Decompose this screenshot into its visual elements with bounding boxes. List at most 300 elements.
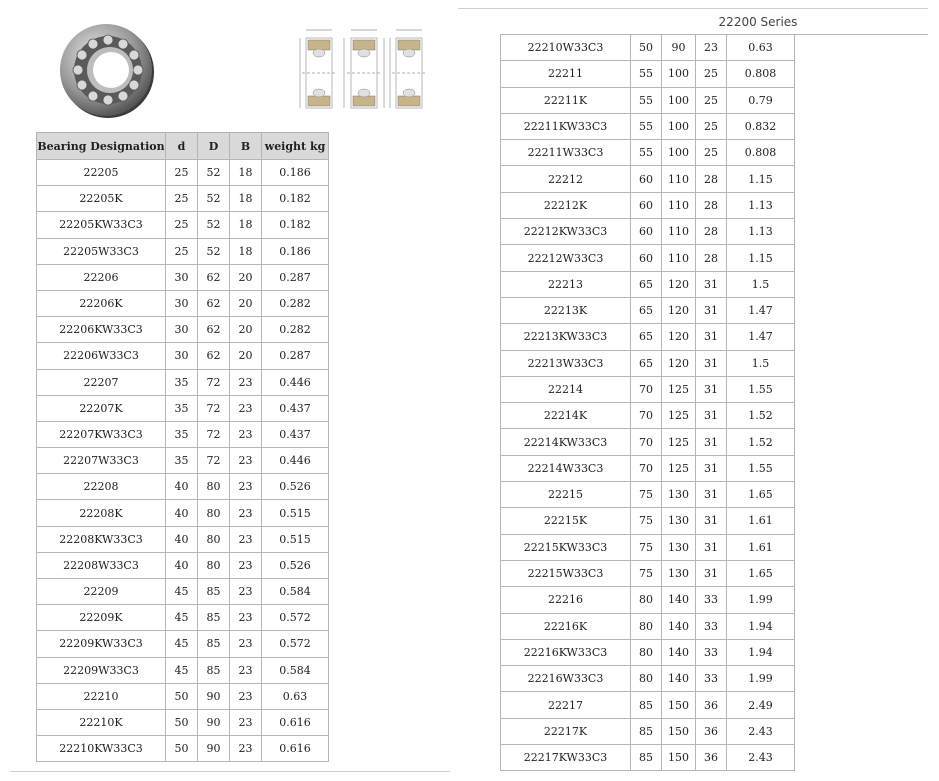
cell-designation: 22212W33C3 — [501, 245, 631, 271]
table-row — [37, 579, 329, 605]
cell-d: 35 — [166, 448, 198, 474]
cell-designation: 22208K — [37, 500, 166, 526]
cell-d: 75 — [631, 482, 662, 508]
cell-d: 55 — [631, 140, 662, 166]
cell-designation: 22208KW33C3 — [37, 526, 166, 552]
cell-weight: 1.52 — [727, 403, 795, 429]
cell-b: 28 — [696, 219, 727, 245]
cell-weight: 0.808 — [727, 61, 795, 87]
cell-outer-d: 52 — [198, 186, 230, 212]
cell-weight: 1.94 — [727, 639, 795, 665]
cell-b: 20 — [230, 290, 262, 316]
table-row — [501, 166, 795, 192]
cell-d: 60 — [631, 245, 662, 271]
cell-b: 31 — [696, 271, 727, 297]
cell-b: 31 — [696, 324, 727, 350]
cell-outer-d: 85 — [198, 605, 230, 631]
cell-b: 31 — [696, 297, 727, 323]
cell-outer-d: 80 — [198, 500, 230, 526]
cell-outer-d: 150 — [662, 745, 696, 771]
cell-b: 33 — [696, 639, 727, 665]
cell-d: 60 — [631, 192, 662, 218]
cell-weight: 0.616 — [262, 709, 329, 735]
cell-outer-d: 52 — [198, 160, 230, 186]
cell-d: 45 — [166, 631, 198, 657]
cell-designation: 22211K — [501, 87, 631, 113]
cell-b: 25 — [696, 61, 727, 87]
cell-designation: 22208W33C3 — [37, 552, 166, 578]
table-row — [37, 552, 329, 578]
cell-outer-d: 150 — [662, 692, 696, 718]
cell-weight: 0.515 — [262, 500, 329, 526]
table-row — [501, 455, 795, 481]
header-d: d — [166, 133, 198, 160]
cell-d: 35 — [166, 421, 198, 447]
cell-b: 31 — [696, 429, 727, 455]
cell-designation: 22216K — [501, 613, 631, 639]
cell-b: 23 — [230, 631, 262, 657]
cell-d: 35 — [166, 369, 198, 395]
cell-d: 30 — [166, 343, 198, 369]
cell-designation: 22209KW33C3 — [37, 631, 166, 657]
cell-d: 60 — [631, 219, 662, 245]
cell-outer-d: 140 — [662, 613, 696, 639]
cell-weight: 1.15 — [727, 166, 795, 192]
cell-d: 50 — [631, 35, 662, 61]
cell-weight: 0.79 — [727, 87, 795, 113]
cell-weight: 0.182 — [262, 186, 329, 212]
table-row — [37, 448, 329, 474]
table-row — [501, 534, 795, 560]
cell-weight: 1.99 — [727, 587, 795, 613]
cell-weight: 2.43 — [727, 745, 795, 771]
header-outer-d: D — [198, 133, 230, 160]
cell-weight: 0.808 — [727, 140, 795, 166]
cell-designation: 22207K — [37, 395, 166, 421]
cell-d: 30 — [166, 290, 198, 316]
cell-d: 30 — [166, 264, 198, 290]
cell-designation: 22207W33C3 — [37, 448, 166, 474]
cell-outer-d: 110 — [662, 166, 696, 192]
cell-d: 75 — [631, 560, 662, 586]
table-row — [37, 212, 329, 238]
cell-d: 45 — [166, 605, 198, 631]
cell-d: 55 — [631, 113, 662, 139]
cell-weight: 1.13 — [727, 192, 795, 218]
cell-outer-d: 72 — [198, 395, 230, 421]
cell-designation: 22205W33C3 — [37, 238, 166, 264]
cell-b: 33 — [696, 666, 727, 692]
table-row — [501, 482, 795, 508]
cell-d: 85 — [631, 745, 662, 771]
cell-b: 20 — [230, 343, 262, 369]
cell-outer-d: 62 — [198, 317, 230, 343]
cell-designation: 22210 — [37, 683, 166, 709]
cell-weight: 1.47 — [727, 324, 795, 350]
cell-b: 23 — [230, 369, 262, 395]
cell-designation: 22216W33C3 — [501, 666, 631, 692]
table-row — [501, 403, 795, 429]
table-row — [501, 113, 795, 139]
cell-outer-d: 100 — [662, 113, 696, 139]
cell-d: 50 — [166, 683, 198, 709]
cell-designation: 22211KW33C3 — [501, 113, 631, 139]
table-row — [37, 683, 329, 709]
cell-weight: 0.186 — [262, 160, 329, 186]
cell-b: 23 — [230, 421, 262, 447]
cell-outer-d: 110 — [662, 245, 696, 271]
table-row — [501, 745, 795, 771]
cell-d: 65 — [631, 350, 662, 376]
table-row — [37, 343, 329, 369]
table-row — [37, 709, 329, 735]
cell-b: 31 — [696, 403, 727, 429]
cell-outer-d: 85 — [198, 579, 230, 605]
cell-outer-d: 80 — [198, 474, 230, 500]
cell-weight: 0.446 — [262, 448, 329, 474]
cell-outer-d: 110 — [662, 219, 696, 245]
cell-outer-d: 130 — [662, 508, 696, 534]
cell-designation: 22206W33C3 — [37, 343, 166, 369]
cell-designation: 22216 — [501, 587, 631, 613]
table-row — [37, 421, 329, 447]
cell-d: 40 — [166, 500, 198, 526]
cell-outer-d: 90 — [198, 736, 230, 762]
cell-b: 28 — [696, 192, 727, 218]
cell-d: 35 — [166, 395, 198, 421]
cell-b: 23 — [230, 683, 262, 709]
cell-d: 85 — [631, 718, 662, 744]
cell-outer-d: 125 — [662, 403, 696, 429]
bottom-divider — [10, 771, 450, 772]
cell-designation: 22205KW33C3 — [37, 212, 166, 238]
cell-designation: 22205K — [37, 186, 166, 212]
cell-b: 31 — [696, 482, 727, 508]
cell-d: 70 — [631, 455, 662, 481]
table-row — [37, 317, 329, 343]
table-row — [37, 631, 329, 657]
table-row — [501, 324, 795, 350]
cell-d: 65 — [631, 297, 662, 323]
cell-b: 18 — [230, 160, 262, 186]
cell-weight: 0.182 — [262, 212, 329, 238]
cell-b: 25 — [696, 140, 727, 166]
cell-d: 60 — [631, 166, 662, 192]
cell-outer-d: 130 — [662, 534, 696, 560]
table-row — [37, 290, 329, 316]
cell-weight: 0.446 — [262, 369, 329, 395]
cell-b: 23 — [230, 709, 262, 735]
table-row — [37, 160, 329, 186]
table-row — [37, 369, 329, 395]
cell-weight: 0.282 — [262, 290, 329, 316]
cell-designation: 22214 — [501, 376, 631, 402]
cell-b: 36 — [696, 745, 727, 771]
cell-b: 33 — [696, 613, 727, 639]
cell-outer-d: 90 — [198, 683, 230, 709]
cell-outer-d: 120 — [662, 271, 696, 297]
cell-outer-d: 130 — [662, 482, 696, 508]
cell-weight: 0.287 — [262, 264, 329, 290]
table-row — [501, 376, 795, 402]
cell-d: 30 — [166, 317, 198, 343]
cell-weight: 1.65 — [727, 482, 795, 508]
cell-designation: 22208 — [37, 474, 166, 500]
cell-weight: 1.99 — [727, 666, 795, 692]
cell-weight: 0.572 — [262, 605, 329, 631]
series-title: 22200 Series — [718, 15, 798, 29]
table-row — [37, 605, 329, 631]
cell-weight: 0.63 — [727, 35, 795, 61]
cell-designation: 22215 — [501, 482, 631, 508]
cell-b: 23 — [230, 579, 262, 605]
table-row — [37, 264, 329, 290]
product-images — [36, 8, 436, 131]
cell-weight: 0.437 — [262, 395, 329, 421]
cell-outer-d: 90 — [198, 709, 230, 735]
cell-d: 65 — [631, 271, 662, 297]
cell-d: 25 — [166, 186, 198, 212]
table-row — [501, 639, 795, 665]
bearing-photo — [58, 20, 158, 120]
header-designation: Bearing Designation — [37, 133, 166, 160]
cell-designation: 22214KW33C3 — [501, 429, 631, 455]
cell-b: 28 — [696, 245, 727, 271]
cell-d: 80 — [631, 613, 662, 639]
cell-weight: 0.287 — [262, 343, 329, 369]
right-bearing-table — [500, 34, 795, 771]
cell-b: 23 — [230, 605, 262, 631]
cell-outer-d: 52 — [198, 212, 230, 238]
cell-weight: 2.49 — [727, 692, 795, 718]
cell-d: 70 — [631, 376, 662, 402]
cell-outer-d: 80 — [198, 552, 230, 578]
cell-outer-d: 125 — [662, 376, 696, 402]
cell-b: 18 — [230, 238, 262, 264]
cell-d: 45 — [166, 657, 198, 683]
cell-designation: 22206K — [37, 290, 166, 316]
cell-outer-d: 80 — [198, 526, 230, 552]
cell-weight: 1.5 — [727, 271, 795, 297]
cell-outer-d: 150 — [662, 718, 696, 744]
cell-designation: 22213W33C3 — [501, 350, 631, 376]
cell-outer-d: 72 — [198, 421, 230, 447]
cell-designation: 22213KW33C3 — [501, 324, 631, 350]
cell-designation: 22217K — [501, 718, 631, 744]
cell-weight: 1.61 — [727, 508, 795, 534]
cell-b: 23 — [230, 448, 262, 474]
cell-d: 25 — [166, 238, 198, 264]
left-bearing-table — [36, 132, 329, 762]
cell-d: 25 — [166, 212, 198, 238]
table-row — [501, 692, 795, 718]
cell-d: 55 — [631, 87, 662, 113]
cell-weight: 1.94 — [727, 613, 795, 639]
cell-outer-d: 120 — [662, 297, 696, 323]
cell-outer-d: 85 — [198, 657, 230, 683]
cell-weight: 0.616 — [262, 736, 329, 762]
cell-outer-d: 140 — [662, 666, 696, 692]
table-row — [37, 395, 329, 421]
cell-d: 50 — [166, 709, 198, 735]
cell-outer-d: 125 — [662, 429, 696, 455]
cell-designation: 22206 — [37, 264, 166, 290]
cell-weight: 0.526 — [262, 552, 329, 578]
cell-outer-d: 110 — [662, 192, 696, 218]
table-row — [501, 35, 795, 61]
cell-outer-d: 125 — [662, 455, 696, 481]
cell-designation: 22214W33C3 — [501, 455, 631, 481]
cell-d: 40 — [166, 474, 198, 500]
table-row — [501, 666, 795, 692]
table-row — [37, 736, 329, 762]
table-row — [37, 238, 329, 264]
cell-designation: 22210W33C3 — [501, 35, 631, 61]
table-header-row — [37, 133, 329, 160]
cell-d: 40 — [166, 552, 198, 578]
cell-outer-d: 140 — [662, 639, 696, 665]
cell-weight: 1.52 — [727, 429, 795, 455]
cell-b: 23 — [230, 552, 262, 578]
cell-designation: 22215KW33C3 — [501, 534, 631, 560]
cell-b: 23 — [230, 474, 262, 500]
cell-designation: 22209W33C3 — [37, 657, 166, 683]
cell-b: 31 — [696, 376, 727, 402]
cell-weight: 2.43 — [727, 718, 795, 744]
cell-b: 31 — [696, 560, 727, 586]
cell-designation: 22209 — [37, 579, 166, 605]
cell-weight: 0.572 — [262, 631, 329, 657]
cell-b: 36 — [696, 692, 727, 718]
table-row — [501, 613, 795, 639]
table-row — [501, 245, 795, 271]
cell-outer-d: 120 — [662, 350, 696, 376]
table-row — [501, 560, 795, 586]
cell-designation: 22212K — [501, 192, 631, 218]
table-row — [501, 350, 795, 376]
table-row — [37, 186, 329, 212]
table-row — [501, 718, 795, 744]
cell-b: 33 — [696, 587, 727, 613]
cell-d: 25 — [166, 160, 198, 186]
cell-weight: 0.584 — [262, 657, 329, 683]
cell-d: 80 — [631, 666, 662, 692]
cell-designation: 22213 — [501, 271, 631, 297]
cell-designation: 22217KW33C3 — [501, 745, 631, 771]
cell-d: 55 — [631, 61, 662, 87]
cell-designation: 22211W33C3 — [501, 140, 631, 166]
cell-outer-d: 100 — [662, 87, 696, 113]
cell-b: 31 — [696, 350, 727, 376]
cell-b: 36 — [696, 718, 727, 744]
technical-drawings — [296, 18, 436, 126]
cell-d: 75 — [631, 534, 662, 560]
cell-weight: 1.5 — [727, 350, 795, 376]
cell-designation: 22210K — [37, 709, 166, 735]
cell-b: 23 — [230, 395, 262, 421]
cell-weight: 1.47 — [727, 297, 795, 323]
cell-d: 80 — [631, 639, 662, 665]
table-row — [501, 271, 795, 297]
cell-b: 31 — [696, 455, 727, 481]
cell-d: 65 — [631, 324, 662, 350]
table-row — [501, 429, 795, 455]
cell-designation: 22217 — [501, 692, 631, 718]
cell-outer-d: 90 — [662, 35, 696, 61]
header-weight: weight kg — [262, 133, 329, 160]
cell-d: 50 — [166, 736, 198, 762]
cell-b: 31 — [696, 534, 727, 560]
cell-outer-d: 100 — [662, 61, 696, 87]
cell-outer-d: 140 — [662, 587, 696, 613]
cell-outer-d: 100 — [662, 140, 696, 166]
cell-d: 45 — [166, 579, 198, 605]
cell-outer-d: 120 — [662, 324, 696, 350]
cell-b: 18 — [230, 186, 262, 212]
header-b: B — [230, 133, 262, 160]
cell-weight: 0.584 — [262, 579, 329, 605]
cell-b: 25 — [696, 113, 727, 139]
cell-outer-d: 52 — [198, 238, 230, 264]
top-divider — [458, 8, 928, 9]
cell-designation: 22215W33C3 — [501, 560, 631, 586]
cell-b: 18 — [230, 212, 262, 238]
cell-d: 80 — [631, 587, 662, 613]
table-row — [501, 587, 795, 613]
cell-weight: 1.61 — [727, 534, 795, 560]
cell-designation: 22210KW33C3 — [37, 736, 166, 762]
cell-outer-d: 130 — [662, 560, 696, 586]
cell-weight: 1.65 — [727, 560, 795, 586]
cell-weight: 0.526 — [262, 474, 329, 500]
cell-weight: 0.437 — [262, 421, 329, 447]
cell-d: 40 — [166, 526, 198, 552]
cell-designation: 22213K — [501, 297, 631, 323]
cell-b: 23 — [696, 35, 727, 61]
table-row — [501, 87, 795, 113]
cell-weight: 1.13 — [727, 219, 795, 245]
cell-designation: 22216KW33C3 — [501, 639, 631, 665]
cell-d: 75 — [631, 508, 662, 534]
cell-outer-d: 72 — [198, 448, 230, 474]
cell-b: 31 — [696, 508, 727, 534]
table-row — [501, 297, 795, 323]
cell-outer-d: 62 — [198, 264, 230, 290]
cell-weight: 0.63 — [262, 683, 329, 709]
cell-outer-d: 62 — [198, 343, 230, 369]
table-row — [37, 657, 329, 683]
cell-b: 20 — [230, 317, 262, 343]
cell-designation: 22209K — [37, 605, 166, 631]
cell-b: 23 — [230, 736, 262, 762]
cell-designation: 22206KW33C3 — [37, 317, 166, 343]
cell-designation: 22207 — [37, 369, 166, 395]
cell-designation: 22205 — [37, 160, 166, 186]
cell-b: 23 — [230, 500, 262, 526]
cell-b: 20 — [230, 264, 262, 290]
table-row — [37, 526, 329, 552]
cell-outer-d: 72 — [198, 369, 230, 395]
cell-b: 28 — [696, 166, 727, 192]
table-row — [501, 192, 795, 218]
table-row — [501, 140, 795, 166]
cell-b: 25 — [696, 87, 727, 113]
cell-weight: 1.55 — [727, 376, 795, 402]
cell-designation: 22214K — [501, 403, 631, 429]
cell-outer-d: 62 — [198, 290, 230, 316]
cell-weight: 1.55 — [727, 455, 795, 481]
table-row — [37, 500, 329, 526]
